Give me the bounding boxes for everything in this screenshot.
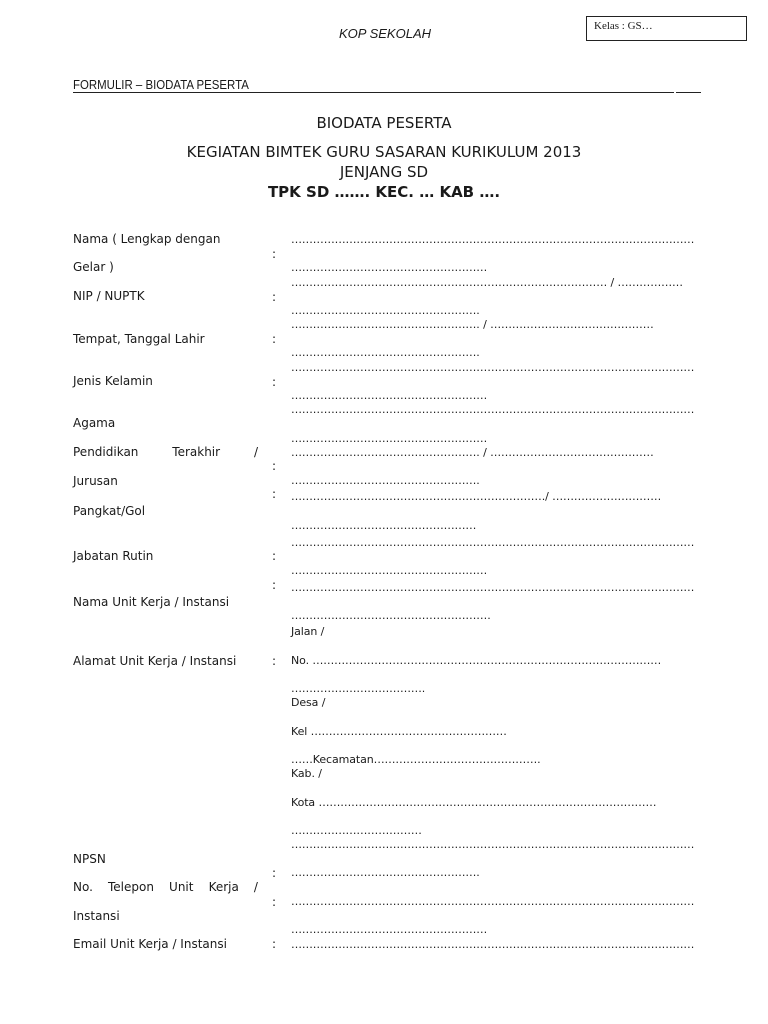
colon: :	[272, 654, 277, 668]
label-unit-kerja: Nama Unit Kerja / Instansi	[73, 595, 230, 609]
field-unit-line-2[interactable]: ……………………………………………….	[291, 609, 491, 622]
label-agama: Agama	[73, 416, 116, 430]
label-alamat: Alamat Unit Kerja / Instansi	[73, 654, 237, 668]
field-unit-line-1[interactable]: …………………………………………………………………………………………………	[291, 581, 695, 594]
label-terakhir-word: Terakhir	[172, 445, 221, 459]
label-no-word: No.	[73, 880, 93, 894]
field-alamat-jalan[interactable]: Jalan /	[291, 625, 325, 638]
colon: :	[272, 375, 277, 389]
field-npsn-line-1[interactable]: …………………………………………………………………………………………………	[291, 838, 695, 851]
label-npsn: NPSN	[73, 852, 106, 866]
colon: :	[272, 866, 277, 880]
colon: :	[272, 549, 277, 563]
label-nama-gelar: Gelar )	[73, 260, 114, 274]
field-nama-line-1[interactable]: …………………………………………………………………………………………………	[291, 233, 695, 246]
field-alamat-kel[interactable]: Kel ………………………………………………	[291, 725, 507, 738]
field-agama-line-2[interactable]: ………………………………………………	[291, 432, 488, 445]
field-ttl-line-2[interactable]: …………………………………………….	[291, 346, 480, 359]
kelas-label: Kelas : GS…	[594, 20, 653, 32]
label-nama: Nama ( Lengkap dengan	[73, 232, 221, 246]
field-nip-line-2[interactable]: …………………………………………….	[291, 304, 480, 317]
label-jabatan: Jabatan Rutin	[73, 549, 154, 563]
label-email: Email Unit Kerja / Instansi	[73, 937, 227, 951]
colon: :	[272, 247, 277, 261]
label-unit-word: Unit	[169, 880, 194, 894]
title-biodata: BIODATA PESERTA	[316, 114, 452, 132]
label-telepon-word: Telepon	[108, 880, 154, 894]
label-telepon	[73, 880, 258, 894]
title-tpk: TPK SD ……. KEC. … KAB ….	[267, 183, 501, 201]
colon: :	[272, 578, 277, 592]
field-alamat-kota[interactable]: Kota …………………………………………………………………………………	[291, 796, 657, 809]
field-npsn-line-2[interactable]: …………………………………………….	[291, 866, 480, 879]
field-jenis-kelamin-line-2[interactable]: ………………………………………………	[291, 389, 488, 402]
field-alamat-no-cont[interactable]: ……………………………….	[291, 682, 426, 695]
field-alamat-kota-cont[interactable]: ………………………………	[291, 824, 422, 837]
label-pangkat: Pangkat/Gol	[73, 504, 146, 518]
label-pendidikan-word: Pendidikan	[73, 445, 139, 459]
field-email-line[interactable]: …………………………………………………………………………………………………	[291, 938, 695, 951]
label-instansi: Instansi	[73, 909, 120, 923]
label-jenis-kelamin: Jenis Kelamin	[73, 374, 153, 388]
title-jenjang: JENJANG SD	[339, 163, 429, 181]
colon: :	[272, 332, 277, 346]
formulir-label: FORMULIR – BIODATA PESERTA	[73, 77, 249, 92]
field-agama-line-1[interactable]: …………………………………………………………………………………………………	[291, 403, 695, 416]
label-nip: NIP / NUPTK	[73, 289, 145, 303]
field-jenis-kelamin-line-1[interactable]: …………………………………………………………………………………………………	[291, 361, 695, 374]
title-kegiatan: KEGIATAN BIMTEK GURU SASARAN KURIKULUM 2013	[186, 143, 582, 161]
kop-sekolah-label: KOP SEKOLAH	[339, 26, 431, 41]
field-jabatan-line-2[interactable]: ………………………………………………	[291, 564, 488, 577]
field-jabatan-line-1[interactable]: …………………………………………………………………………………………………	[291, 536, 695, 549]
field-nip-line-1[interactable]: …………………………………………………………………………… / ………………	[291, 276, 683, 289]
field-alamat-kecamatan[interactable]: ……Kecamatan……………………………………….	[291, 753, 541, 766]
label-slash: /	[253, 880, 258, 894]
colon: :	[272, 459, 277, 473]
field-pendidikan-line-2[interactable]: …………………………………………….	[291, 474, 480, 487]
field-ttl-line-1[interactable]: ……………………………………………. / ………………………………………	[291, 318, 654, 331]
colon: :	[272, 290, 277, 304]
label-pendidikan	[73, 445, 258, 459]
field-telepon-line-1[interactable]: …………………………………………………………………………………………………	[291, 895, 695, 908]
field-pangkat-line-1[interactable]: ……………………………………………………………./ …………………………	[291, 490, 662, 503]
colon: :	[272, 937, 277, 951]
field-telepon-line-2[interactable]: ………………………………………………	[291, 923, 488, 936]
colon: :	[272, 487, 277, 501]
label-slash: /	[253, 445, 258, 459]
field-alamat-kab[interactable]: Kab. /	[291, 767, 322, 780]
field-alamat-no[interactable]: No. ……………………………………………………………………………………	[291, 654, 662, 667]
formulir-underline	[73, 92, 674, 93]
field-alamat-desa[interactable]: Desa /	[291, 696, 326, 709]
field-nama-line-2[interactable]: ………………………………………………	[291, 261, 488, 274]
label-ttl: Tempat, Tanggal Lahir	[73, 332, 205, 346]
field-pangkat-line-2[interactable]: ……………………………………………	[291, 519, 477, 532]
formulir-underline-short	[676, 92, 701, 93]
label-jurusan: Jurusan	[73, 474, 118, 488]
colon: :	[272, 895, 277, 909]
field-pendidikan-line-1[interactable]: ……………………………………………. / ………………………………………	[291, 446, 654, 459]
label-kerja-word: Kerja	[208, 880, 239, 894]
